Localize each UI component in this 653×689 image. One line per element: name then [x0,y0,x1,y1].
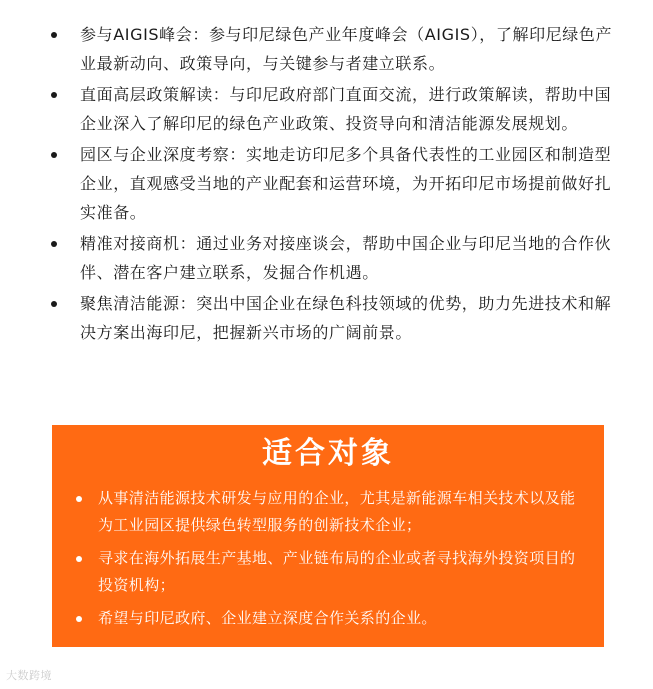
watermark-logo: 大数跨境 [6,669,52,682]
audience-title: 适合对象 [262,436,394,471]
audience-list [52,485,604,638]
highlight-heading: 聚焦清洁能源： [80,294,197,313]
bullet-icon [76,556,82,562]
bullet-icon [51,92,57,98]
highlight-text: 通过业务对接座谈会，帮助中国企业与印尼当地的合作伙伴、潜在客户建立联系，发掘合作机遇。 [80,234,612,282]
highlight-item [0,289,653,347]
audience-item [52,605,604,632]
audience-item-text: 寻求在海外拓展生产基地、产业链布局的企业或者寻找海外投资项目的投资机构； [98,549,576,594]
highlight-item [0,229,653,287]
highlight-text: 实地走访印尼多个具备代表性的工业园区和制造型企业，直观感受当地的产业配套和运营环境，为开拓印尼市场提前做好扎实准备。 [80,145,612,222]
audience-item [52,485,604,539]
audience-item-text: 希望与印尼政府、企业建立深度合作关系的企业。 [98,609,437,627]
bullet-icon [76,496,82,502]
highlight-heading: 参与AIGIS峰会： [80,25,209,44]
highlight-text: 突出中国企业在绿色科技领域的优势，助力先进技术和解决方案出海印尼，把握新兴市场的广阔前景。 [80,294,612,342]
highlight-text: 参与印尼绿色产业年度峰会（AIGIS），了解印尼绿色产业最新动向、政策导向，与关键参与者建立联系。 [80,25,613,73]
bullet-icon [51,301,57,307]
bullet-icon [51,32,57,38]
audience-panel [52,425,604,647]
highlight-heading: 精准对接商机： [80,234,197,253]
highlight-text: 与印尼政府部门直面交流，进行政策解读，帮助中国企业深入了解印尼的绿色产业政策、投资导向和清洁能源发展规划。 [80,85,612,133]
highlight-item [0,140,653,227]
highlight-item [0,80,653,138]
highlight-item [0,20,653,78]
highlight-heading: 直面高层政策解读： [80,85,230,104]
bullet-icon [76,616,82,622]
bullet-icon [51,241,57,247]
audience-item-text: 从事清洁能源技术研发与应用的企业，尤其是新能源车相关技术以及能为工业园区提供绿色转型服务的创新技术企业； [98,489,576,534]
highlight-heading: 园区与企业深度考察： [80,145,247,164]
bullet-icon [51,152,57,158]
highlights-list [0,20,653,349]
audience-item [52,545,604,599]
